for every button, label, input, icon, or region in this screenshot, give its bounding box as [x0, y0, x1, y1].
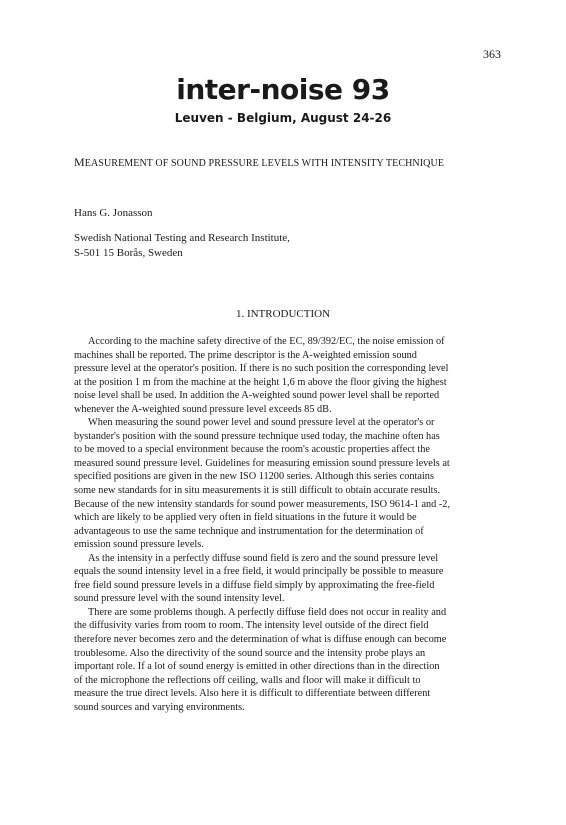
author-name: Hans G. Jonasson [74, 207, 153, 219]
affiliation [74, 231, 290, 261]
body-line: of the microphone the reflections off ceiling, walls and floor will make it difficult to [74, 674, 421, 686]
body-line: sound pressure level with the sound intensity level. [74, 593, 285, 605]
body-line: free field sound pressure levels in a diffuse field simply by approximating the free-field [74, 579, 435, 591]
body-line: at the position 1 m from the machine at the height 1,6 m above the floor giving the highest [74, 376, 447, 388]
body-line: According to the machine safety directive of the EC, 89/392/EC, the noise emission of [88, 336, 445, 347]
body-line: troublesome. Also the directivity of the sound source and the intensity probe plays an [74, 647, 426, 659]
section-body [74, 335, 502, 714]
body-line: to be moved to a special environment because the room's acoustic properties affect the [74, 444, 430, 456]
body-line: advantageous to use the same technique and instrumentation for the determination of [74, 525, 424, 537]
body-line: which are likely to be applied very often in field situations in the future it would be [74, 512, 417, 524]
body-line: noise level shall be used. In addition the A-weighted sound power level shall be reported [74, 390, 440, 402]
paper-title [74, 155, 514, 171]
body-line: the diffusivity varies from room to room. The intensity level outside of the direct field [74, 620, 429, 632]
page-number: 363 [483, 47, 501, 61]
paper-title-rest: EASUREMENT OF SOUND PRESSURE LEVELS WITH INTENSITY TECHNIQUE [84, 158, 445, 169]
body-line: bystander's position with the sound pressure technique used today, the machine often has [74, 430, 440, 442]
body-line: measured sound pressure level. Guidelines for measuring emission sound pressure levels at [74, 457, 450, 469]
body-line: Because of the new intensity standards for sound power measurements, ISO 9614-1 and -2, [74, 498, 451, 510]
body-line: pressure level at the operator's position. If there is no such position the corresponding level [74, 363, 449, 375]
body-line: equals the sound intensity level in a free field, it would principally be possible to measure [74, 566, 444, 578]
affiliation-line: Swedish National Testing and Research Institute, [74, 232, 290, 244]
body-line: As the intensity in a perfectly diffuse sound field is zero and the sound pressure level [88, 552, 439, 564]
affiliation-line: S-501 15 Borås, Sweden [74, 247, 183, 259]
conference-title: inter-noise 93 [176, 73, 390, 106]
body-line: When measuring the sound power level and sound pressure level at the operator's or [88, 417, 435, 429]
body-line: measure the true direct levels. Also here it is difficult to differentiate between different [74, 688, 431, 700]
body-line: specified positions are given in the new ISO 11200 series. Although this series contains [74, 471, 434, 483]
body-line: emission sound pressure levels. [74, 539, 204, 551]
body-line: sound sources and varying environments. [74, 701, 245, 713]
section-heading: 1. INTRODUCTION [235, 308, 331, 320]
body-line: therefore never becomes zero and the determination of what is diffuse enough can become [74, 634, 447, 646]
body-line: some new standards for in situ measurements it is still difficult to obtain accurate results. [74, 485, 441, 497]
body-line: whenever the A-weighted sound pressure level exceeds 85 dB. [74, 403, 332, 415]
body-line: important role. If a lot of sound energy is emitted in other directions than in the direction [74, 661, 440, 673]
body-line: There are some problems though. A perfectly diffuse field does not occur in reality and [88, 606, 447, 618]
body-line: machines shall be reported. The prime descriptor is the A-weighted emission sound [74, 349, 417, 361]
conference-subtitle: Leuven - Belgium, August 24-26 [174, 111, 392, 125]
paper-title-initial: M [74, 155, 85, 169]
